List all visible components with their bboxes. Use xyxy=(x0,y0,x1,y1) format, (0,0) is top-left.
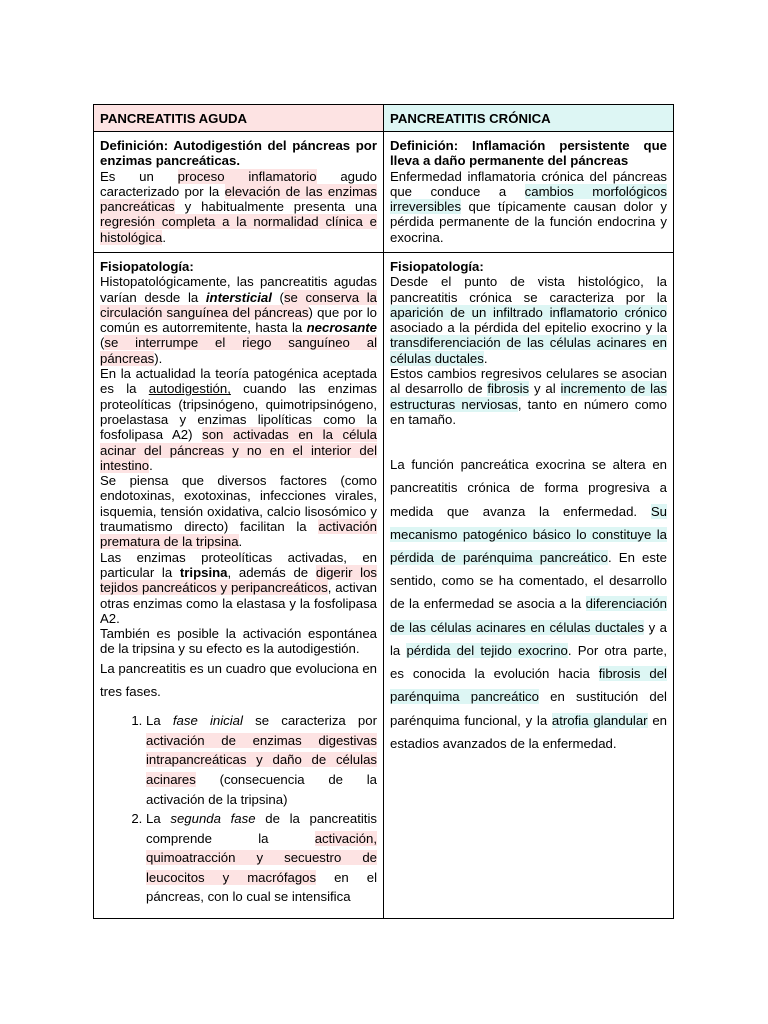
highlight: activación prematura de la tripsina xyxy=(100,519,377,550)
text-run: ) que por lo común es autorremitente, hasta la xyxy=(100,304,377,336)
highlight: activación de enzimas digestivas intrapancreáticas y daño de células acinares xyxy=(146,732,377,787)
header-pancreatitis-cronica: PANCREATITIS CRÓNICA xyxy=(384,105,674,132)
text-run: . xyxy=(162,229,166,245)
italic-term: segunda fase xyxy=(170,811,256,827)
text-run: . En este sentido, como se ha comentado, el desarrollo de la enfermedad se asocia a la xyxy=(390,550,667,612)
text-run: ). xyxy=(154,350,163,366)
list-item xyxy=(146,711,377,809)
text-run: en sustitución del parénquima funcional, y la xyxy=(390,689,667,728)
highlight: cambios morfológicos irreversibles xyxy=(390,183,667,215)
comparison-table xyxy=(93,104,674,919)
cronica-fisiopatologia-title: Fisiopatología: xyxy=(390,259,484,274)
text-run: . xyxy=(238,534,243,550)
aguda-definicion-text xyxy=(100,169,377,245)
text-run: Histopatológicamente, las pancreatitis agudas varían desde la xyxy=(100,274,377,305)
highlight: fibrosis del parénquima pancreático xyxy=(390,666,667,705)
text-run: en el páncreas, con lo cual se intensifica xyxy=(146,869,378,905)
cronica-definicion-cell xyxy=(384,132,674,253)
highlight: atrofia glandular xyxy=(551,712,648,728)
keyword: tripsina xyxy=(179,564,228,580)
cronica-fisiopatologia-cell xyxy=(384,253,674,919)
text-run: de la pancreatitis comprende la xyxy=(146,811,377,846)
underlined-term: autodigestión, xyxy=(148,381,231,397)
text-run: La función pancreática exocrina se altera en pancreatitis crónica de forma progresiva a medida que avanza la enfermedad. xyxy=(390,457,667,519)
text-run: ( xyxy=(271,289,284,305)
text-run: Se piensa que diversos factores (como endotoxinas, exotoxinas, infecciones virales, isquemia, tensión oxidativa, calcio lisosómico y traumatismo directo) facilitan la xyxy=(100,473,377,535)
aguda-fis-paragraph-2 xyxy=(100,366,377,473)
text-run: asociado a la pérdida del epitelio exocrino y la xyxy=(390,320,667,336)
keyword: necrosante xyxy=(306,320,377,336)
cronica-definicion-title: Definición: Inflamación persistente que lleva a daño permanente del páncreas xyxy=(390,138,667,169)
cronica-definicion-text xyxy=(390,169,667,245)
text-run: y habitualmente presenta una xyxy=(174,199,377,215)
aguda-fisiopatologia-cell xyxy=(94,253,384,919)
highlight: aparición de un infiltrado inflamatorio crónico xyxy=(390,304,667,320)
aguda-definicion-title: Definición: Autodigestión del páncreas por enzimas pancreáticas. xyxy=(100,138,377,169)
text-run: Es un xyxy=(100,168,178,184)
highlight: digerir los tejidos pancreáticos y peripancreáticos xyxy=(100,564,377,596)
cronica-fis-paragraph-1 xyxy=(390,274,667,366)
text-run: . Por otra parte, es conocida la evolución hacia xyxy=(390,642,668,682)
phases-list xyxy=(100,711,377,907)
text-run: La xyxy=(146,811,171,827)
text-run: , tanto en número como en tamaño. xyxy=(390,396,667,427)
highlight: fibrosis xyxy=(487,381,530,397)
highlight: proceso inflamatorio xyxy=(177,168,317,184)
text-run: en estadios avanzados de la enfermedad. xyxy=(390,712,667,751)
text-run: que típicamente causan dolor y pérdida permanente de la función endocrina y exocrina. xyxy=(390,199,667,245)
highlight: se conserva la circulación sanguínea del páncreas xyxy=(100,289,377,320)
highlight: transdiferenciación de las células acinares en células ductales xyxy=(390,335,667,366)
text-run: cuando las enzimas proteolíticas (tripsinógeno, quimotripsinógeno, proelastasa y enzimas lipolíticas como la fosfolipasa A2) xyxy=(100,381,377,443)
header-pancreatitis-aguda: PANCREATITIS AGUDA xyxy=(94,105,384,132)
text-run: ( xyxy=(100,335,105,351)
highlight: regresión completa a la normalidad clínica e histológica xyxy=(100,214,377,245)
text-run: . xyxy=(483,350,488,366)
aguda-fisiopatologia-title: Fisiopatología: xyxy=(100,259,194,274)
aguda-fis-paragraph-1 xyxy=(100,274,377,366)
highlight: son activadas en la célula acinar del páncreas y no en el interior del intestino xyxy=(100,427,377,473)
text-run: Las enzimas proteolíticas activadas, en particular la xyxy=(100,549,377,580)
highlight: incremento de las estructuras nerviosas xyxy=(390,381,667,412)
text-run: Enfermedad inflamatoria crónica del páncreas que conduce a xyxy=(390,168,667,199)
aguda-definicion-cell xyxy=(94,132,384,253)
highlight: se interrumpe el riego sanguíneo al páncreas xyxy=(100,335,377,366)
keyword: intersticial xyxy=(205,289,272,305)
text-run: , activan otras enzimas como la elastasa y la fosfolipasa A2. xyxy=(100,580,377,626)
text-run: Estos cambios regresivos celulares se asocian al desarrollo de xyxy=(390,366,667,397)
text-run: . xyxy=(149,457,153,473)
highlight: elevación de las enzimas pancreáticas xyxy=(100,183,378,215)
text-run: En la actualidad la teoría patogénica aceptada es la xyxy=(100,366,377,397)
italic-term: fase inicial xyxy=(172,713,243,729)
text-run: (consecuencia de la activación de la tripsina) xyxy=(146,771,377,807)
aguda-fis-paragraph-6: La pancreatitis es un cuadro que evoluciona en tres fases. xyxy=(100,660,377,699)
text-run: , además de xyxy=(227,564,316,580)
highlight: pérdida del tejido exocrino xyxy=(406,642,568,658)
highlight: activación, quimoatracción y secuestro de leucocitos y macrófagos xyxy=(146,830,377,885)
aguda-fis-paragraph-4 xyxy=(100,550,377,626)
aguda-fis-paragraph-3 xyxy=(100,473,377,549)
text-run: se caracteriza por xyxy=(242,713,377,729)
cronica-fis-paragraph-2 xyxy=(390,366,667,427)
text-run: La xyxy=(146,713,173,729)
aguda-fis-paragraph-5: También es posible la activación espontánea de la tripsina y su efecto es la autodigestión. xyxy=(100,626,377,657)
list-item xyxy=(146,809,377,907)
text-run: Desde el punto de vista histológico, la pancreatitis crónica se caracteriza por la xyxy=(390,274,667,305)
highlight: Su mecanismo patogénico básico lo constituye la pérdida de parénquima pancreático xyxy=(390,503,667,566)
highlight: diferenciación de las células acinares en células ductales xyxy=(390,596,667,635)
text-run: y al xyxy=(529,381,561,397)
cronica-fis-paragraph-3 xyxy=(390,453,667,755)
text-run: agudo caracterizado por la xyxy=(100,168,377,199)
text-run: y a la xyxy=(390,619,667,658)
